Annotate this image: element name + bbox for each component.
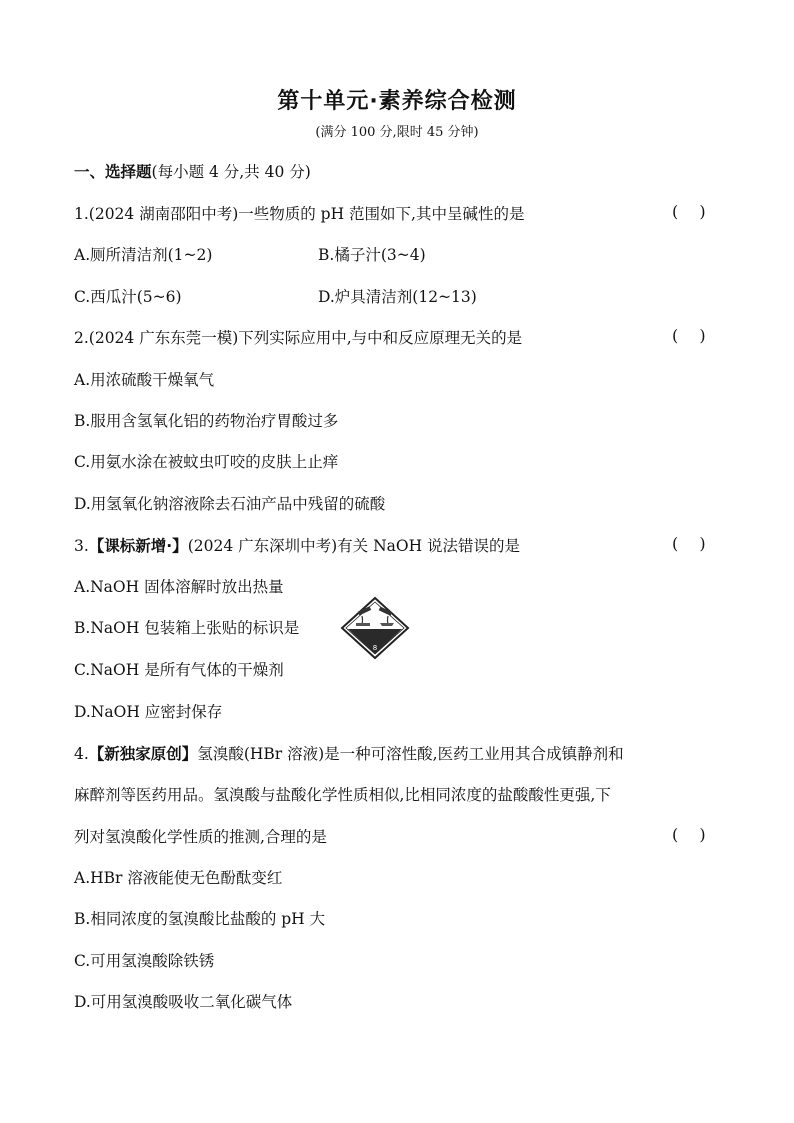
- question-4-stem-line-3: 列对氢溴酸化学性质的推测,合理的是: [74, 828, 327, 846]
- question-3-option-d: D.NaOH 应密封保存: [74, 703, 223, 721]
- question-1-option-c: C.西瓜汁(5~6): [74, 288, 182, 306]
- question-4-tag: 【新独家原创】: [88, 745, 198, 763]
- section-label: 一、选择题: [74, 163, 152, 181]
- question-1-option-a: A.厕所清洁剂(1~2): [74, 246, 213, 264]
- question-2-stem: 2.(2024 广东东莞一模)下列实际应用中,与中和反应原理无关的是: [74, 329, 523, 347]
- question-4-option-a: A.HBr 溶液能使无色酚酞变红: [74, 869, 283, 887]
- question-1-option-b: B.橘子汁(3~4): [318, 246, 426, 264]
- question-3-tag: 【课标新增·】: [88, 537, 188, 555]
- question-3-option-b: B.NaOH 包装箱上张贴的标识是: [74, 619, 300, 637]
- question-3-number: 3.: [74, 537, 89, 555]
- corrosive-hazard-icon: [340, 596, 410, 660]
- question-4-option-c: C.可用氢溴酸除铁锈: [74, 952, 215, 970]
- question-3-option-c: C.NaOH 是所有气体的干燥剂: [74, 661, 284, 679]
- section-heading: [74, 160, 311, 182]
- hazard-class-number: 8: [372, 644, 378, 652]
- answer-paren-2: ( ): [672, 326, 706, 345]
- question-1-stem: 1.(2024 湖南邵阳中考)一些物质的 pH 范围如下,其中呈碱性的是: [74, 205, 525, 223]
- question-3-option-a: A.NaOH 固体溶解时放出热量: [74, 578, 284, 596]
- answer-paren-4: ( ): [672, 825, 706, 844]
- question-1-option-d: D.炉具清洁剂(12~13): [318, 288, 477, 306]
- question-4-number: 4.: [74, 745, 89, 763]
- question-4-stem-line-2: 麻醉剂等医药用品。氢溴酸与盐酸化学性质相似,比相同浓度的盐酸酸性更强,下: [74, 786, 611, 804]
- question-3-stem: (2024 广东深圳中考)有关 NaOH 说法错误的是: [187, 537, 521, 555]
- question-2-option-d: D.用氢氧化钠溶液除去石油产品中残留的硫酸: [74, 495, 386, 513]
- question-4-option-d: D.可用氢溴酸吸收二氧化碳气体: [74, 993, 293, 1011]
- question-4-option-b: B.相同浓度的氢溴酸比盐酸的 pH 大: [74, 910, 326, 928]
- answer-paren-3: ( ): [672, 534, 706, 553]
- question-4-stem-1: 氢溴酸(HBr 溶液)是一种可溶性酸,医药工业用其合成镇静剂和: [197, 745, 624, 763]
- page-title: 第十单元·素养综合检测: [277, 89, 517, 114]
- page-subtitle: (满分 100 分,限时 45 分钟): [315, 125, 479, 140]
- question-2-option-c: C.用氨水涂在被蚊虫叮咬的皮肤上止痒: [74, 453, 339, 471]
- question-4-stem-line-1: [74, 742, 624, 764]
- section-note: (每小题 4 分,共 40 分): [151, 163, 311, 181]
- question-3-stem-line: [74, 534, 520, 556]
- answer-paren-1: ( ): [672, 202, 706, 221]
- question-2-option-b: B.服用含氢氧化铝的药物治疗胃酸过多: [74, 412, 339, 430]
- question-2-option-a: A.用浓硫酸干燥氧气: [74, 371, 215, 389]
